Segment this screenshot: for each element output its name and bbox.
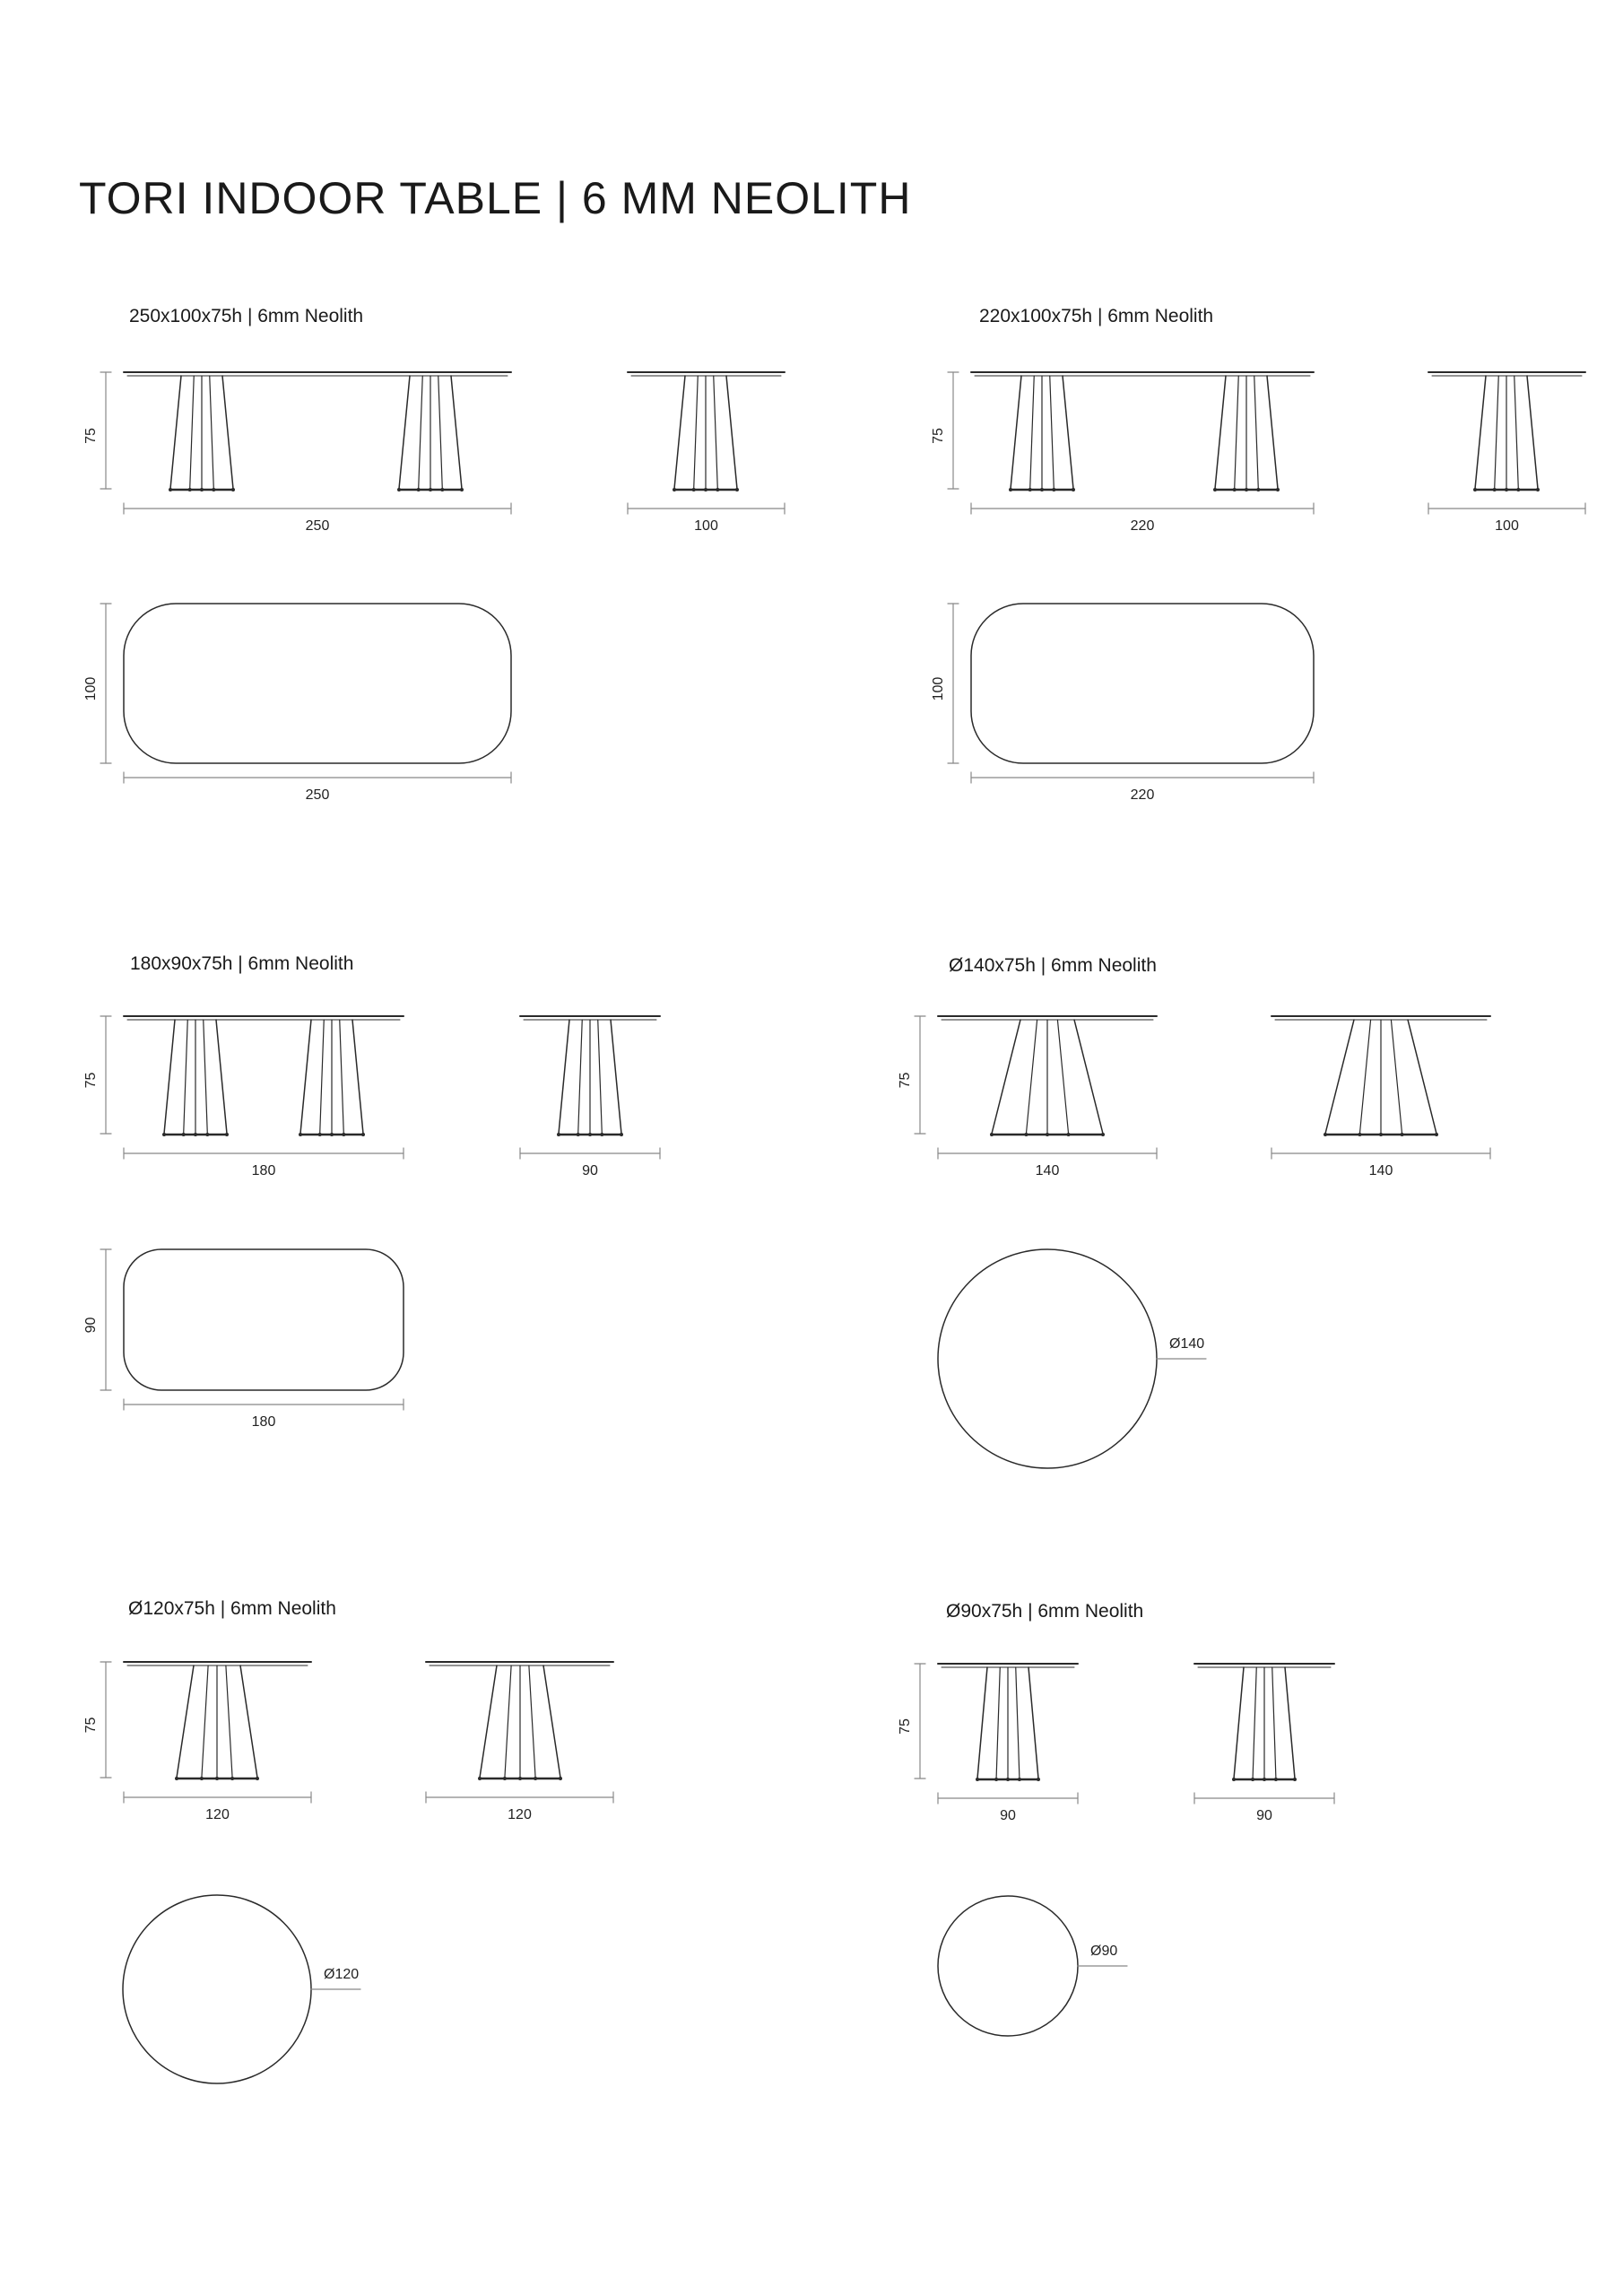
top-view-250-width-dim: 100 bbox=[83, 676, 99, 701]
elevation-180-front-height-dim: 75 bbox=[83, 1072, 99, 1089]
elevation-250-side bbox=[628, 372, 785, 534]
elevation-180-front bbox=[83, 1016, 404, 1178]
top-view-250 bbox=[83, 604, 511, 803]
section-label-220: 220x100x75h | 6mm Neolith bbox=[979, 306, 1214, 326]
elevation-d90-front bbox=[898, 1664, 1078, 1823]
elevation-220-front-height-dim: 75 bbox=[931, 428, 946, 444]
elevation-d140-side bbox=[1271, 1016, 1490, 1178]
page-title: TORI INDOOR TABLE | 6 MM NEOLITH bbox=[79, 173, 912, 223]
elevation-220-front bbox=[931, 372, 1314, 534]
dim-length-180: 180 bbox=[251, 1163, 276, 1178]
dim-length-d90: 90 bbox=[1000, 1808, 1016, 1823]
top-view-d120 bbox=[123, 1895, 360, 2083]
dim-width-180-side: 90 bbox=[582, 1163, 598, 1178]
top-view-d140 bbox=[938, 1249, 1206, 1468]
elevation-250-front-height-dim: 75 bbox=[83, 428, 99, 444]
elevation-d140-front bbox=[898, 1016, 1157, 1178]
dim-width-250-side: 100 bbox=[694, 518, 718, 534]
top-view-180 bbox=[83, 1249, 404, 1430]
dim-width-d140-side: 140 bbox=[1368, 1163, 1393, 1178]
top-view-220-width-dim: 100 bbox=[931, 676, 946, 701]
top-view-180-length-dim: 180 bbox=[251, 1414, 276, 1430]
elevation-250-front bbox=[83, 372, 511, 534]
elevation-d90-side bbox=[1194, 1664, 1334, 1823]
elevation-180-side bbox=[520, 1016, 660, 1178]
dim-length-220: 220 bbox=[1130, 518, 1155, 534]
dim-length-d120: 120 bbox=[205, 1807, 230, 1822]
dim-length-d140: 140 bbox=[1035, 1163, 1060, 1178]
dim-width-d120-side: 120 bbox=[508, 1807, 532, 1822]
top-view-d120-diameter-dim: Ø120 bbox=[324, 1967, 360, 1982]
elevation-d120-front-height-dim: 75 bbox=[83, 1717, 99, 1734]
top-view-d90-diameter-dim: Ø90 bbox=[1090, 1944, 1118, 1959]
section-label-d140: Ø140x75h | 6mm Neolith bbox=[949, 955, 1157, 976]
elevation-d90-front-height-dim: 75 bbox=[898, 1718, 913, 1735]
dim-length-250: 250 bbox=[305, 518, 330, 534]
elevation-d140-front-height-dim: 75 bbox=[898, 1072, 913, 1089]
elevation-d120-side bbox=[426, 1662, 613, 1822]
top-view-d90 bbox=[938, 1896, 1127, 2036]
dim-width-d90-side: 90 bbox=[1256, 1808, 1272, 1823]
elevation-220-side bbox=[1428, 372, 1585, 534]
top-view-180-width-dim: 90 bbox=[83, 1317, 99, 1334]
dim-width-220-side: 100 bbox=[1495, 518, 1519, 534]
section-label-d90: Ø90x75h | 6mm Neolith bbox=[946, 1601, 1144, 1622]
section-label-180: 180x90x75h | 6mm Neolith bbox=[130, 953, 354, 974]
elevation-d120-front bbox=[83, 1662, 311, 1822]
section-label-250: 250x100x75h | 6mm Neolith bbox=[129, 306, 364, 326]
top-view-d140-diameter-dim: Ø140 bbox=[1169, 1336, 1205, 1352]
top-view-250-length-dim: 250 bbox=[305, 787, 330, 803]
section-label-d120: Ø120x75h | 6mm Neolith bbox=[128, 1598, 336, 1619]
top-view-220-length-dim: 220 bbox=[1130, 787, 1155, 803]
top-view-220 bbox=[931, 604, 1314, 803]
